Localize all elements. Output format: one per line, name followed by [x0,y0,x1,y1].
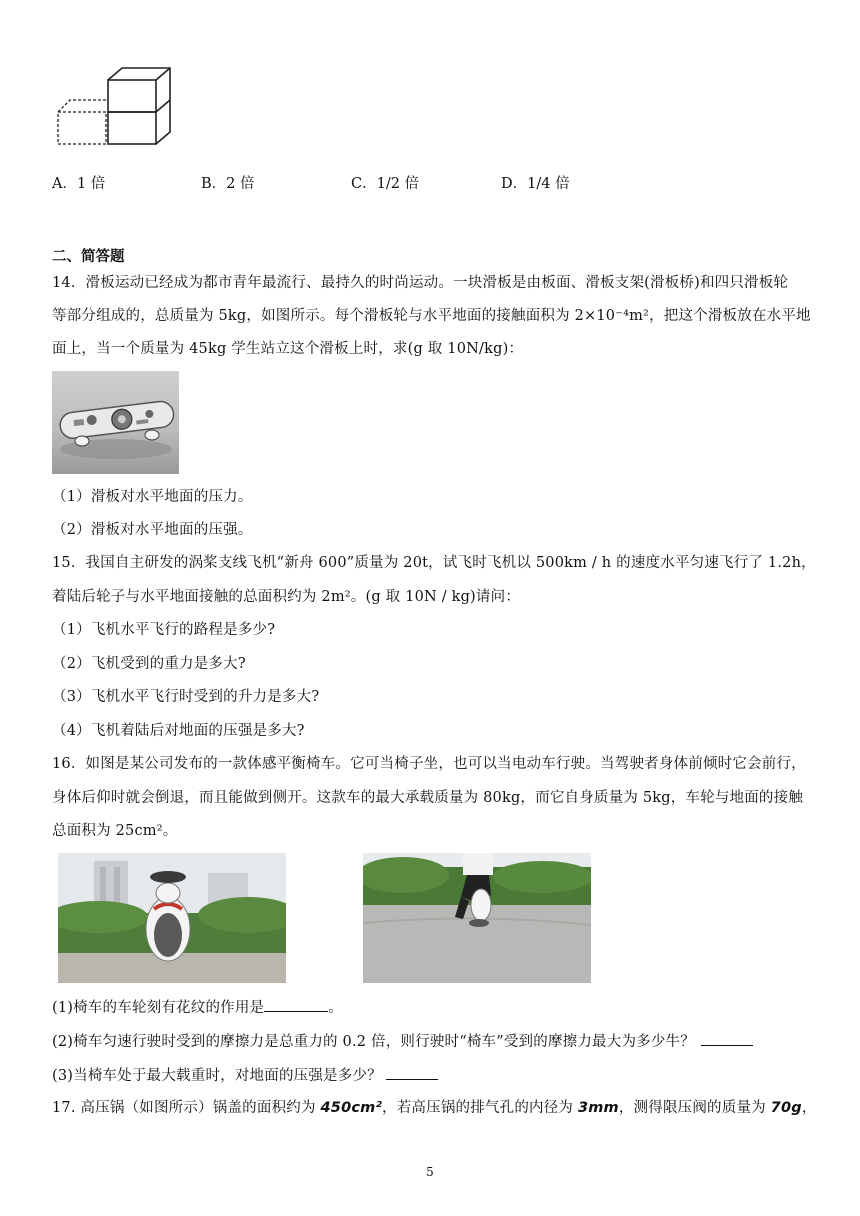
page-number: 5 [426,1165,434,1179]
option-c: C．1/2 倍 [351,176,420,192]
solid-cubes [108,68,170,144]
q14-sub2: （2）滑板对水平地面的压强。 [52,522,253,538]
q17-line1 [52,1098,817,1118]
q17-part3: ，测得限压阀的质量为 [618,1100,771,1116]
dashed-cube [58,100,108,144]
q16-sub1-text: (1)椅车的车轮刻有花纹的作用是 [52,1000,265,1016]
q16-line2: 身体后仰时就会倒退，而且能做到侧开。这款车的最大承载质量为 80kg，而它自身质量为 5kg，车轮与地面的接触 [52,790,804,806]
cube-diagram [52,64,178,148]
q16-sub3 [52,1065,438,1086]
section-title: 二、简答题 [52,248,125,265]
q15-line2: 着陆后轮子与水平地面接触的总面积约为 2m²。(g 取 10N / kg)请问： [52,589,521,605]
q17-part2: ，若高压锅的排气孔的内径为 [382,1100,578,1116]
q17-part1: 17. 高压锅（如图所示）锅盖的面积约为 [52,1100,321,1116]
q17-mass: 70g [770,1100,802,1116]
q16-sub2 [52,1031,753,1052]
balance-chair-photo-2 [363,853,591,983]
q14-sub1: （1）滑板对水平地面的压力。 [52,489,253,505]
skateboard-photo [52,371,179,474]
q17-area: 450cm² [320,1100,383,1116]
q15-sub3: （3）飞机水平飞行时受到的升力是多大? [52,689,320,705]
option-a: A．1 倍 [52,176,106,192]
answer-blank[interactable] [264,997,328,1012]
q16-sub1 [52,997,343,1018]
balance-chair-photo-1 [58,853,286,983]
q15-line1: 15．我国自主研发的涡桨支线飞机“新舟 600”质量为 20t，试飞时飞机以 500km / h 的速度水平匀速飞行了 1.2h， [52,555,816,571]
option-b: B．2 倍 [201,176,255,192]
q17-diameter: 3mm [577,1100,619,1116]
answer-blank[interactable] [386,1065,438,1080]
q16-sub3-text: (3)当椅车处于最大载重时，对地面的压强是多少？ [52,1068,382,1084]
answer-blank[interactable] [701,1031,753,1046]
option-d: D．1/4 倍 [501,176,570,192]
q15-sub2: （2）飞机受到的重力是多大? [52,656,246,672]
q16-sub2-text: (2)椅车匀速行驶时受到的摩擦力是总重力的 0.2 倍，则行驶时“椅车”受到的摩擦力最大为多少牛？ [52,1034,695,1050]
q15-sub1: （1）飞机水平飞行的路程是多少? [52,622,276,638]
q16-line1: 16．如图是某公司发布的一款体感平衡椅车。它可当椅子坐，也可以当电动车行驶。当驾驶者身体前倾时它会前行， [52,756,806,772]
q17-part4: ， [801,1100,817,1116]
q14-line2: 等部分组成的，总质量为 5kg，如图所示。每个滑板轮与水平地面的接触面积为 2×10⁻⁴m²，把这个滑板放在水平地 [52,308,811,324]
q16-sub1-end: 。 [328,1000,343,1016]
q16-line3: 总面积为 25cm²。 [52,823,178,839]
q15-sub4: （4）飞机着陆后对地面的压强是多大? [52,723,305,739]
q14-line3: 面上，当一个质量为 45kg 学生站立这个滑板上时，求(g 取 10N/kg)： [52,341,524,357]
q14-line1: 14．滑板运动已经成为都市青年最流行、最持久的时尚运动。一块滑板是由板面、滑板支架(滑板桥)和四只滑板轮 [52,275,789,291]
